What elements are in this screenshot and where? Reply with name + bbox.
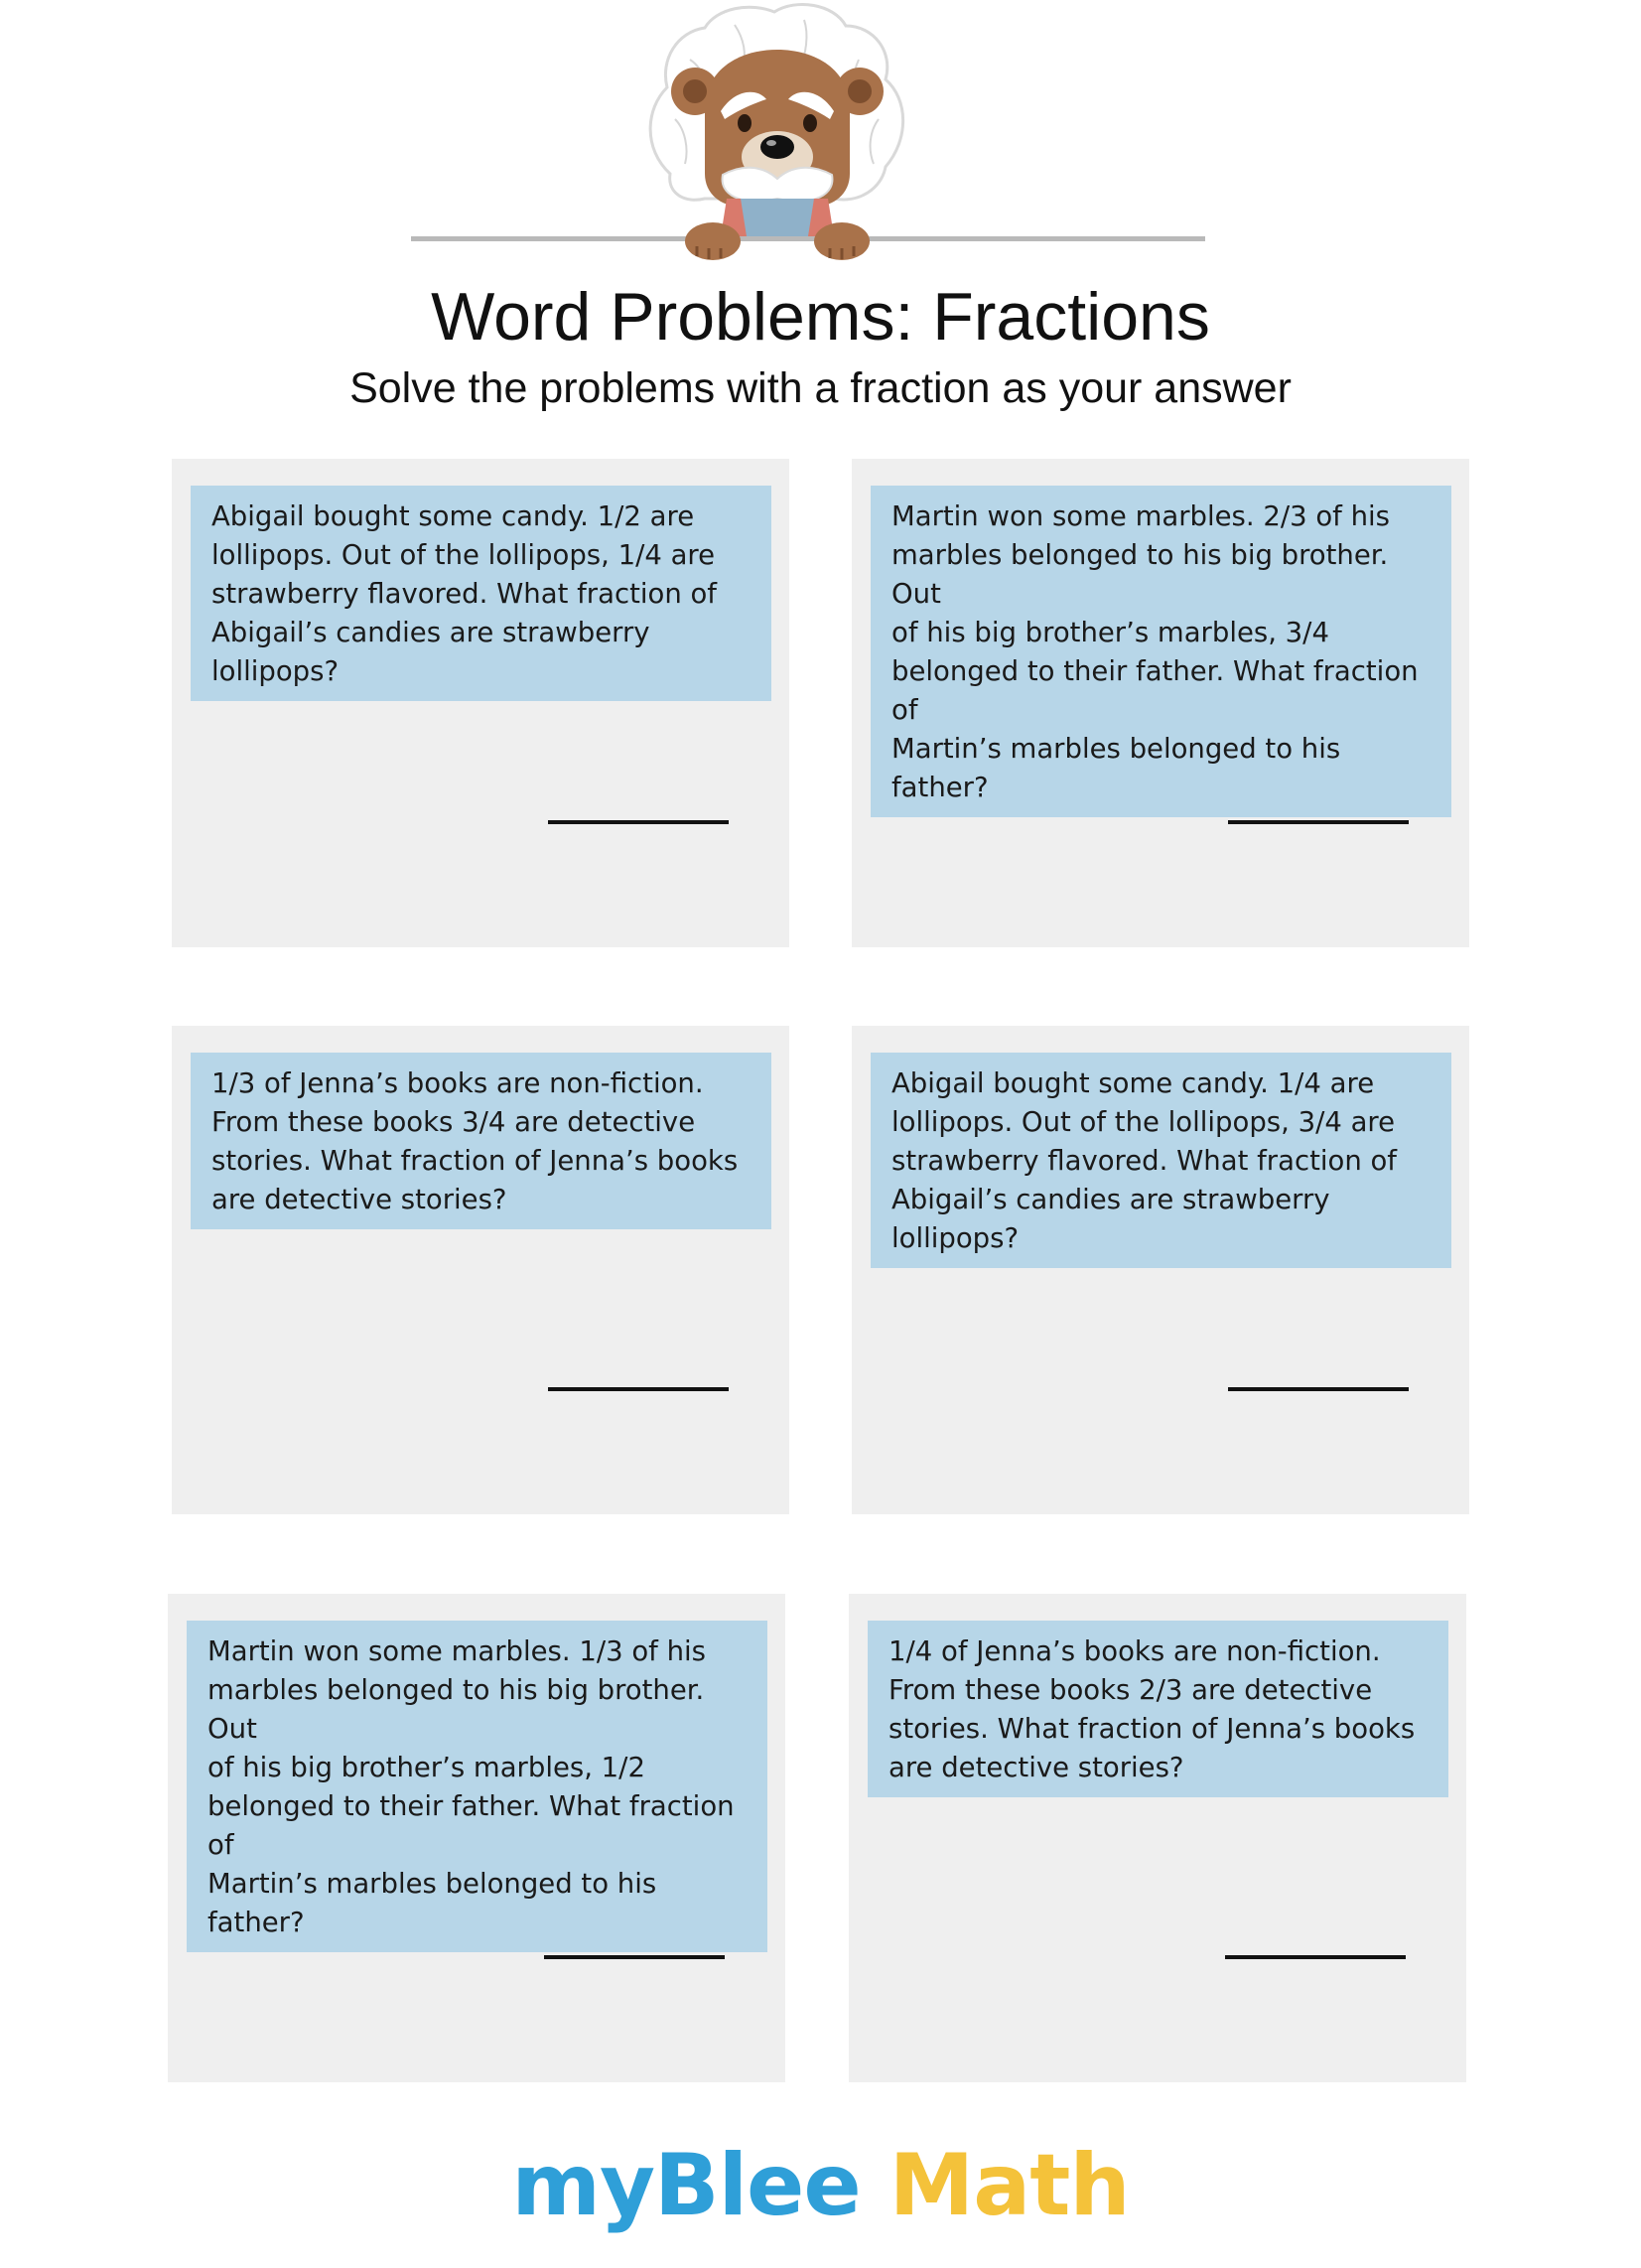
brand-logo-part-1: myBlee [511,2136,861,2235]
page-subtitle: Solve the problems with a fraction as your answer [349,364,1292,412]
problem-text: 1/3 of Jenna’s books are non-fiction. From these books 3/4 are detective stories. What fraction of Jenna’s books are detective stories? [191,1053,771,1229]
answer-line[interactable] [1225,1955,1406,1959]
problem-card-5 [168,1594,785,2082]
answer-line[interactable] [548,1387,729,1391]
problem-card-3 [172,1026,789,1514]
problem-card-4 [852,1026,1469,1514]
problem-card-1 [172,459,789,947]
problem-card-6 [849,1594,1466,2082]
page-title: Word Problems: Fractions [431,279,1210,354]
answer-line[interactable] [1228,820,1409,824]
brand-logo-part-2: Math [889,2136,1130,2235]
problem-text: Martin won some marbles. 2/3 of his marbles belonged to his big brother. Out of his big brother’s marbles, 3/4 belonged to their father. What fraction of Martin’s marbles belonged to his father? [871,486,1451,817]
problem-text: Martin won some marbles. 1/3 of his marbles belonged to his big brother. Out of his big brother’s marbles, 1/2 belonged to their father. What fraction of Martin’s marbles belonged to his father? [187,1621,767,1952]
bear-mascot-icon [407,0,1241,273]
problem-text: Abigail bought some candy. 1/4 are lollipops. Out of the lollipops, 3/4 are strawberry flavored. What fraction of Abigail’s candies are strawberry lollipops? [871,1053,1451,1268]
problem-text: 1/4 of Jenna’s books are non-fiction. From these books 2/3 are detective stories. What fraction of Jenna’s books are detective stories? [868,1621,1448,1797]
brand-logo [0,2136,1641,2235]
answer-line[interactable] [544,1955,725,1959]
problem-text: Abigail bought some candy. 1/2 are lollipops. Out of the lollipops, 1/4 are strawberry flavored. What fraction of Abigail’s candies are strawberry lollipops? [191,486,771,701]
problem-card-2 [852,459,1469,947]
answer-line[interactable] [1228,1387,1409,1391]
answer-line[interactable] [548,820,729,824]
